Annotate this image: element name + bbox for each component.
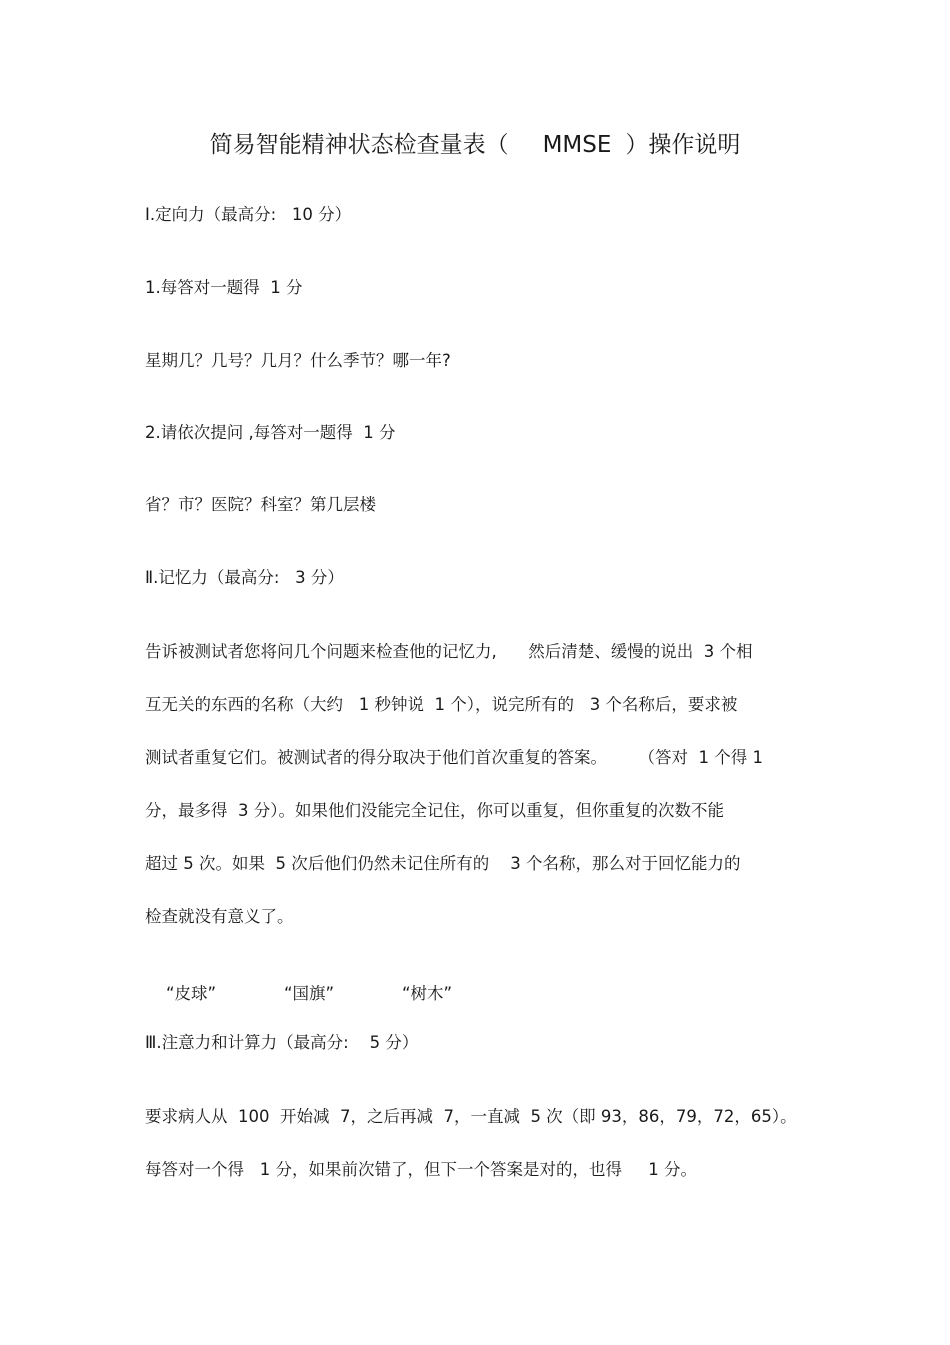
section-2-heading: Ⅱ.记忆力（最高分: 3 分） xyxy=(145,568,344,587)
section-1-item-2-rule: 2.请依次提问 ,每答对一题得 1 分 xyxy=(145,423,396,442)
memory-word: “皮球” xyxy=(165,984,217,1003)
memory-word: “树木” xyxy=(401,984,453,1003)
title-abbr: MMSE xyxy=(542,132,612,158)
section-1-heading: Ⅰ.定向力（最高分: 10 分） xyxy=(145,205,352,224)
paragraph-line: 告诉被测试者您将问几个问题来检查他的记忆力, 然后清楚、缓慢的说出 3 个相 xyxy=(145,642,753,661)
page-title xyxy=(0,128,950,162)
paragraph-line: 每答对一个得 1 分，如果前次错了，但下一个答案是对的，也得 1 分。 xyxy=(145,1160,697,1179)
title-suffix: ）操作说明 xyxy=(625,132,741,158)
title-prefix: 简易智能精神状态检查量表（ xyxy=(209,132,509,158)
section-3-paragraph xyxy=(145,1090,815,1196)
section-1-item-1-questions: 星期几？几号？几月？什么季节？哪一年? xyxy=(145,351,451,370)
section-3-heading: Ⅲ.注意力和计算力（最高分: 5 分） xyxy=(145,1033,419,1052)
paragraph-line: 互无关的东西的名称（大约 1 秒钟说 1 个），说完所有的 3 个名称后，要求被 xyxy=(145,695,738,714)
paragraph-line: 要求病人从 100 开始减 7，之后再减 7，一直减 5 次（即 93，86，79，72，65）。 xyxy=(145,1107,797,1126)
paragraph-line: 超过 5 次。如果 5 次后他们仍然未记住所有的 3 个名称，那么对于回忆能力的 xyxy=(145,854,741,873)
memory-word: “国旗” xyxy=(283,984,335,1003)
section-1-item-1-rule: 1.每答对一题得 1 分 xyxy=(145,278,303,297)
section-1-item-2-questions: 省？市？医院？科室？第几层楼 xyxy=(145,495,376,514)
paragraph-line: 分，最多得 3 分）。如果他们没能完全记住，你可以重复，但你重复的次数不能 xyxy=(145,801,724,820)
paragraph-line: 测试者重复它们。被测试者的得分取决于他们首次重复的答案。 （答对 1 个得 1 xyxy=(145,748,763,767)
section-2-paragraph xyxy=(145,625,815,943)
paragraph-line: 检查就没有意义了。 xyxy=(145,907,294,926)
memory-words xyxy=(145,958,452,1030)
